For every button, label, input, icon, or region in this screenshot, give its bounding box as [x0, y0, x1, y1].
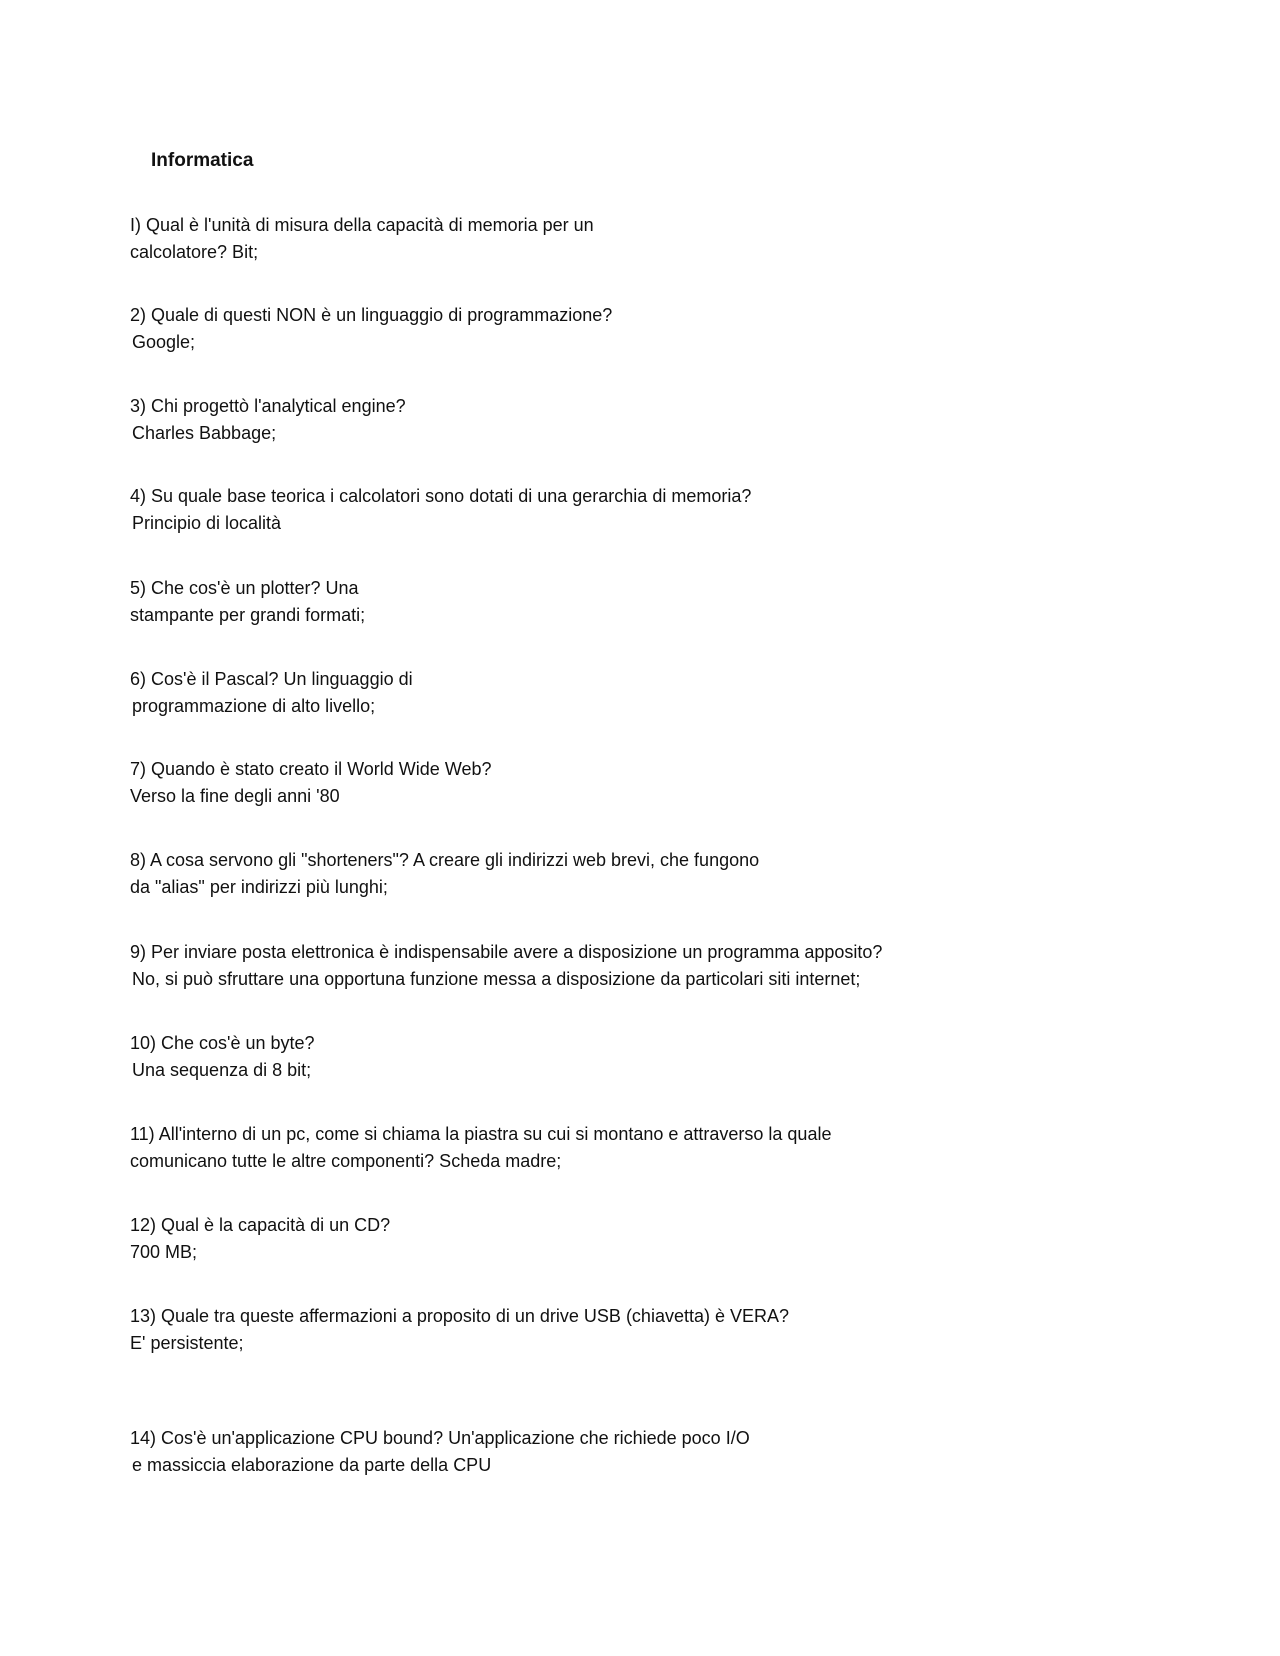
question-item-4 — [130, 483, 751, 537]
answer-text: da "alias" per indirizzi più lunghi; — [130, 877, 388, 897]
answer-text: comunicano tutte le altre componenti? Scheda madre; — [130, 1151, 562, 1171]
question-item-2 — [130, 302, 612, 356]
answer-text: calcolatore? Bit; — [130, 242, 259, 262]
question-item-13 — [130, 1303, 789, 1357]
question-text: 4) Su quale base teorica i calcolatori sono dotati di una gerarchia di memoria? — [130, 486, 752, 506]
answer-text: Google; — [132, 332, 196, 352]
document-title: Informatica — [151, 150, 254, 171]
question-text: 14) Cos'è un'applicazione CPU bound? Un'applicazione che richiede poco I/O — [130, 1428, 750, 1448]
question-text: 10) Che cos'è un byte? — [130, 1033, 315, 1053]
question-text: 8) A cosa servono gli "shorteners"? A creare gli indirizzi web brevi, che fungono — [130, 850, 760, 870]
answer-text: Verso la fine degli anni '80 — [130, 786, 340, 806]
question-text: 2) Quale di questi NON è un linguaggio di programmazione? — [130, 305, 613, 325]
question-item-6 — [130, 666, 413, 720]
question-item-3 — [130, 393, 406, 447]
answer-text: Una sequenza di 8 bit; — [132, 1060, 312, 1080]
answer-text: 700 MB; — [130, 1242, 198, 1262]
question-item-10 — [130, 1030, 315, 1084]
answer-text: Principio di località — [132, 513, 282, 533]
question-text: 9) Per inviare posta elettronica è indispensabile avere a disposizione un programma apposito? — [130, 942, 883, 962]
question-item-5 — [130, 575, 365, 629]
answer-text: e massiccia elaborazione da parte della CPU — [132, 1455, 492, 1475]
answer-text: E' persistente; — [130, 1333, 244, 1353]
answer-text: Charles Babbage; — [132, 423, 277, 443]
question-text: 5) Che cos'è un plotter? Una — [130, 578, 359, 598]
question-text: 7) Quando è stato creato il World Wide Web? — [130, 759, 492, 779]
question-item-8 — [130, 847, 759, 901]
question-item-12 — [130, 1212, 390, 1266]
question-item-9 — [130, 939, 882, 993]
question-item-14 — [130, 1425, 750, 1479]
question-item-7 — [130, 756, 492, 810]
question-text: 13) Quale tra queste affermazioni a proposito di un drive USB (chiavetta) è VERA? — [130, 1306, 790, 1326]
question-item-1 — [130, 212, 594, 266]
question-text: 12) Qual è la capacità di un CD? — [130, 1215, 391, 1235]
question-item-11 — [130, 1121, 831, 1175]
answer-text: programmazione di alto livello; — [132, 696, 376, 716]
answer-text: stampante per grandi formati; — [130, 605, 366, 625]
question-text: I) Qual è l'unità di misura della capacità di memoria per un — [130, 215, 594, 235]
question-text: 11) All'interno di un pc, come si chiama la piastra su cui si montano e attraverso la quale — [130, 1124, 832, 1144]
question-text: 3) Chi progettò l'analytical engine? — [130, 396, 406, 416]
question-text: 6) Cos'è il Pascal? Un linguaggio di — [130, 669, 413, 689]
answer-text: No, si può sfruttare una opportuna funzione messa a disposizione da particolari siti internet; — [132, 969, 861, 989]
